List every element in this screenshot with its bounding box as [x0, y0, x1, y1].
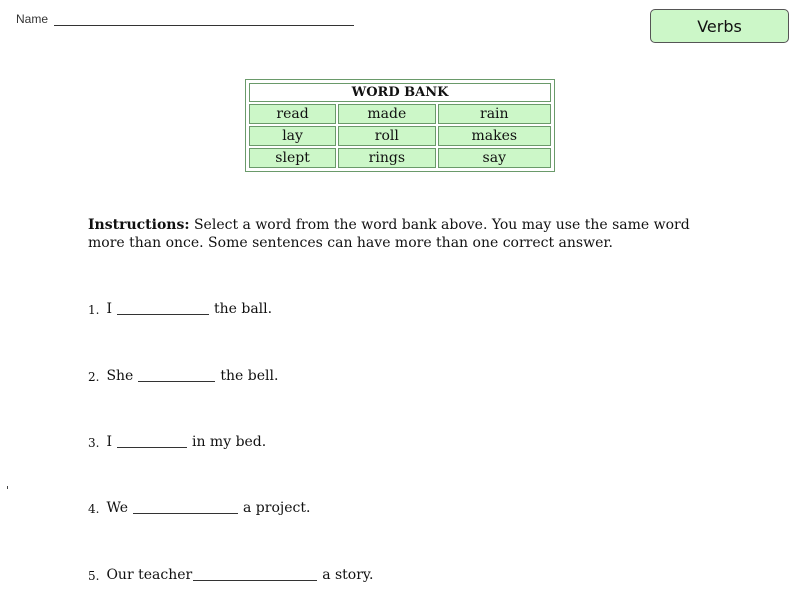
answer-blank[interactable] — [193, 566, 317, 581]
name-row — [16, 12, 354, 26]
question-5 — [88, 566, 373, 583]
question-text-before: She — [106, 368, 134, 384]
name-label: Name — [16, 12, 49, 26]
question-2 — [88, 367, 278, 384]
answer-blank[interactable] — [117, 433, 187, 448]
question-3 — [88, 433, 266, 450]
question-1 — [88, 300, 272, 317]
word-bank-row — [249, 148, 551, 168]
worksheet-title: Verbs — [697, 16, 742, 36]
instructions-text: Select a word from the word bank above. You may use the same word more than once. Some sentences can have more than one correct answer. — [88, 217, 690, 251]
word-bank-word: made — [338, 104, 435, 124]
question-number: 4. — [88, 502, 100, 516]
word-bank-row — [249, 126, 551, 146]
word-bank-word: say — [438, 148, 551, 168]
question-text-after: in my bed. — [191, 434, 267, 450]
question-text-before: I — [106, 301, 112, 317]
instructions — [88, 216, 728, 252]
word-bank-word: makes — [438, 126, 551, 146]
word-bank-row — [249, 104, 551, 124]
answer-blank[interactable] — [138, 367, 215, 382]
word-bank-word: slept — [249, 148, 336, 168]
stray-mark — [7, 486, 8, 489]
question-4 — [88, 499, 310, 516]
question-number: 2. — [88, 370, 100, 384]
word-bank-word: rings — [338, 148, 435, 168]
word-bank-table — [247, 81, 553, 170]
question-text-after: the bell. — [220, 368, 279, 384]
answer-blank[interactable] — [133, 499, 238, 514]
name-field-line — [54, 13, 354, 26]
question-text-before: I — [106, 434, 112, 450]
word-bank-word: rain — [438, 104, 551, 124]
word-bank-word: lay — [249, 126, 336, 146]
question-text-after: a project. — [243, 500, 311, 516]
question-number: 3. — [88, 436, 100, 450]
word-bank — [245, 79, 555, 172]
question-text-after: a story. — [322, 567, 374, 583]
question-text-before: We — [106, 500, 128, 516]
question-text-before: Our teacher — [106, 567, 193, 583]
word-bank-word: roll — [338, 126, 435, 146]
instructions-label: Instructions: — [88, 217, 190, 233]
word-bank-heading: WORD BANK — [249, 83, 551, 102]
question-text-after: the ball. — [213, 301, 273, 317]
worksheet-title-badge — [650, 9, 789, 43]
word-bank-word: read — [249, 104, 336, 124]
question-number: 5. — [88, 569, 100, 583]
question-number: 1. — [88, 303, 100, 317]
answer-blank[interactable] — [117, 300, 209, 315]
